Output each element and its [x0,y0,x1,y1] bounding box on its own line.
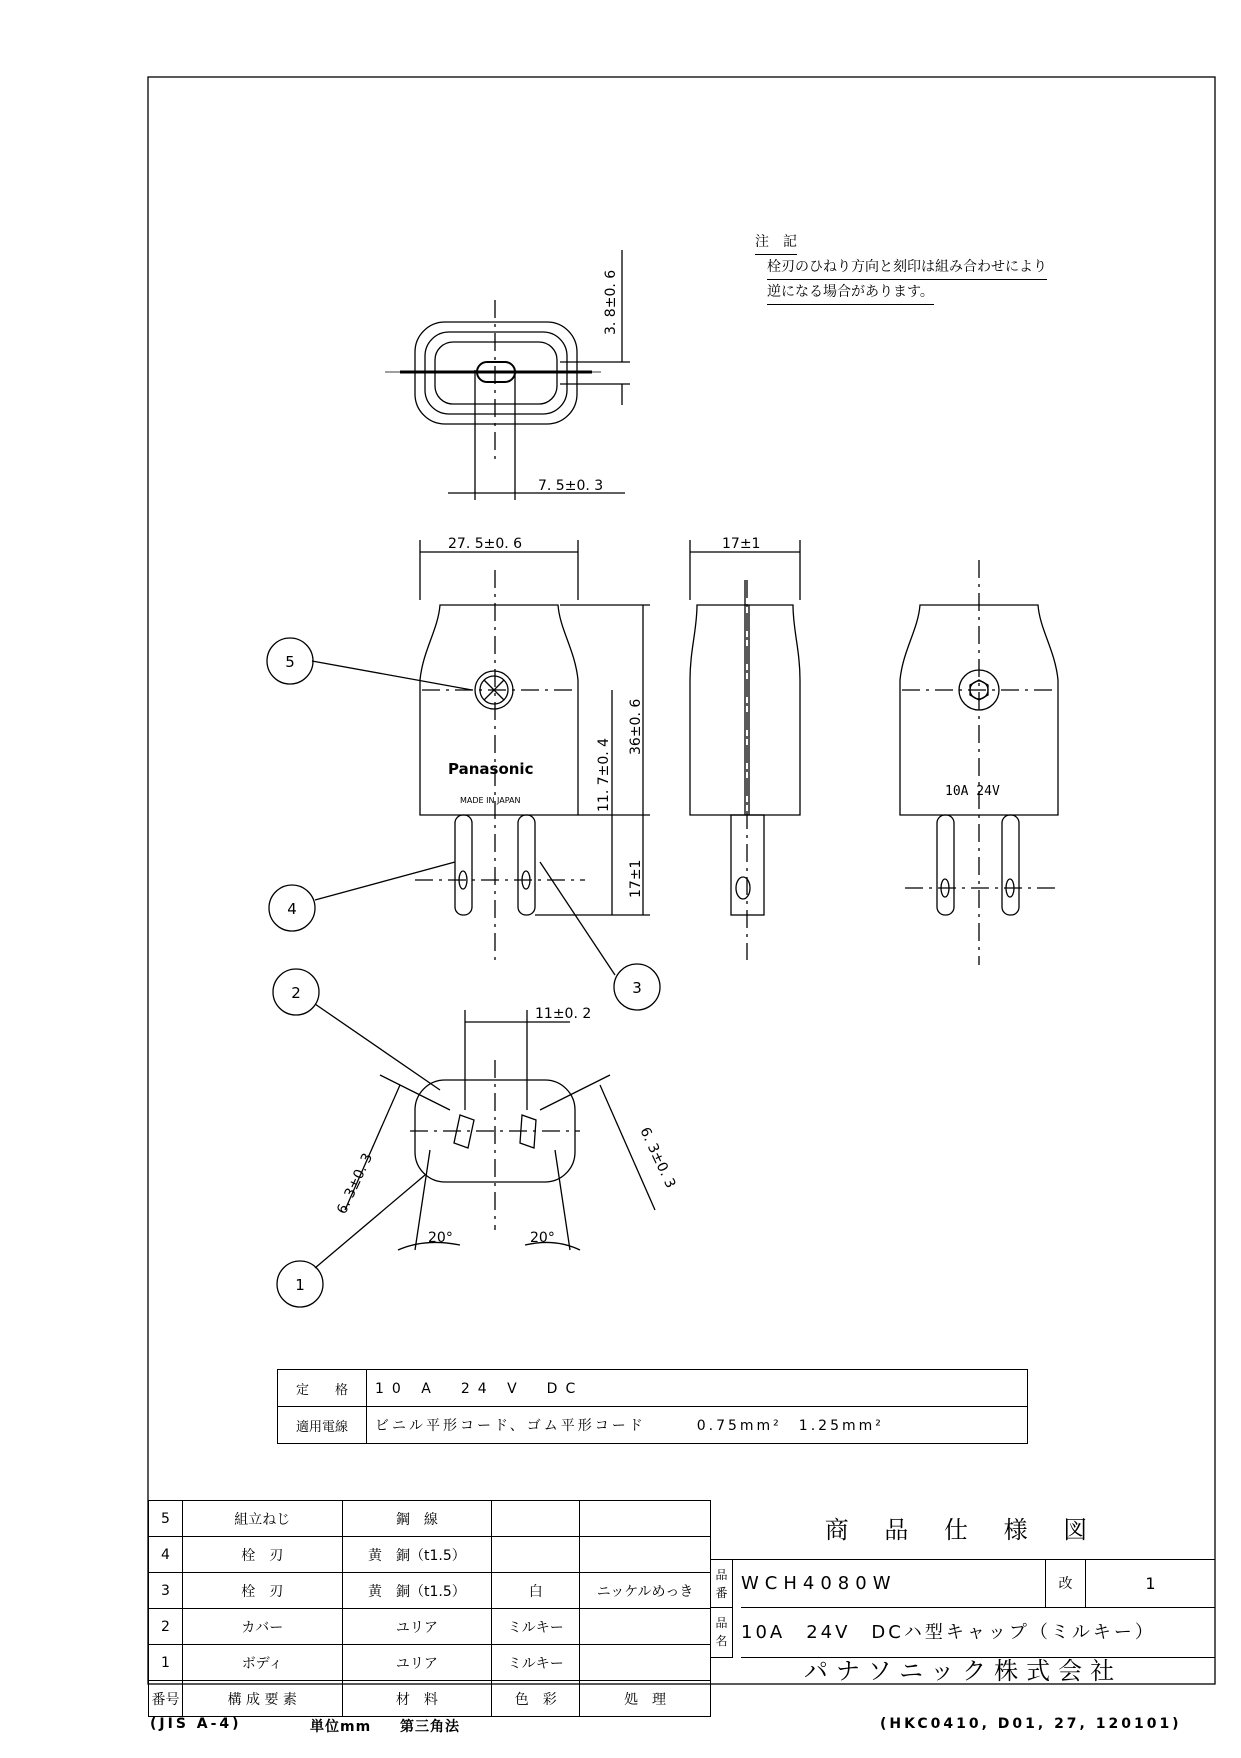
part-no-label: 品番 [711,1560,733,1608]
dim-top-width: 7. 5±0. 3 [538,478,604,494]
part-color [492,1501,580,1537]
parts-row-2 [149,1609,711,1645]
spec-value-cord: ビニル平形コード、ゴム平形コード 0.75mm² 1.25mm² [367,1407,1028,1444]
part-material: ユリア [342,1645,492,1681]
part-no: 3 [149,1573,183,1609]
part-no: 2 [149,1609,183,1645]
dim-front-height: 36±0. 6 [628,698,644,755]
sheet-title: 商 品 仕 様 図 [711,1500,1215,1560]
dim-body-lower: 11. 7±0. 4 [596,737,612,812]
part-no: 1 [149,1645,183,1681]
dim-blade-left: 6. 3±0. 3 [334,1150,377,1217]
rev: 1 [1086,1560,1215,1608]
spec-value-rating: 10 A 24 V DC [367,1370,1028,1407]
parts-row-3 [149,1573,711,1609]
spec-label-cord: 適用電線 [278,1407,367,1444]
part-no: 5 [149,1501,183,1537]
callout-2: 2 [291,984,301,1002]
front-view [415,540,650,965]
part-finish [580,1501,711,1537]
parts-row-5 [149,1501,711,1537]
bottom-view [345,1010,655,1250]
rear-view [900,560,1058,965]
header-finish: 処 理 [580,1681,711,1717]
callout-4: 4 [287,900,297,918]
header-name: 構 成 要 素 [182,1681,342,1717]
name-label: 品名 [711,1608,733,1658]
spec-table [277,1369,1028,1444]
notes-line-1: 栓刃のひねり方向と刻印は組み合わせにより [767,255,1047,280]
part-name: カバー [182,1609,342,1645]
header-no: 番号 [149,1681,183,1717]
parts-row-4 [149,1537,711,1573]
part-name: 栓 刃 [182,1537,342,1573]
part-finish [580,1645,711,1681]
part-material: ユリア [342,1609,492,1645]
spec-label-rating: 定 格 [278,1370,367,1407]
parts-header-row [149,1681,711,1717]
rating-marking: 10A 24V [945,784,1000,799]
part-color: ミルキー [492,1609,580,1645]
part-no: WCH4080W [741,1560,1046,1608]
company-name: パナソニック株式会社 [803,1657,1123,1685]
callout-5: 5 [285,653,295,671]
side-view [690,540,800,960]
callout-1: 1 [295,1276,305,1294]
dim-side-width: 17±1 [722,536,761,552]
part-material: 鋼 線 [342,1501,492,1537]
spec-row-rating [278,1370,1028,1407]
parts-table [148,1500,711,1717]
unit-note: 単位mm [310,1719,372,1735]
dim-angle-right: 20° [530,1230,555,1246]
part-color: 白 [492,1573,580,1609]
projection-note: 第三角法 [400,1719,460,1735]
paper-size: (JIS A-4) [150,1716,242,1732]
callout-3: 3 [632,979,642,997]
part-color: ミルキー [492,1645,580,1681]
spec-row-cord [278,1407,1028,1444]
part-finish [580,1609,711,1645]
notes-block [755,230,1047,305]
part-name: ボディ [182,1645,342,1681]
part-material: 黄 銅（t1.5） [342,1537,492,1573]
top-view [385,250,630,500]
part-finish: ニッケルめっき [580,1573,711,1609]
parts-row-1 [149,1645,711,1681]
dim-pin-pitch: 11±0. 2 [535,1006,592,1022]
dim-pin-length: 17±1 [628,859,644,898]
part-name: 栓 刃 [182,1573,342,1609]
dim-blade-right: 6. 3±0. 3 [636,1124,679,1191]
notes-line-2: 逆になる場合があります。 [767,280,934,305]
dim-top-height: 3. 8±0. 6 [603,269,619,335]
notes-heading: 注 記 [755,230,797,255]
part-no: 4 [149,1537,183,1573]
part-color [492,1537,580,1573]
part-finish [580,1537,711,1573]
dim-front-width: 27. 5±0. 6 [448,536,523,552]
origin-marking: MADE IN JAPAN [460,796,521,805]
dim-angle-left: 20° [428,1230,453,1246]
brand-marking: Panasonic [448,760,534,778]
title-block [711,1500,1215,1684]
part-material: 黄 銅（t1.5） [342,1573,492,1609]
doc-code: (HKC0410, D01, 27, 120101) [880,1716,1182,1732]
header-material: 材 料 [342,1681,492,1717]
part-name: 組立ねじ [182,1501,342,1537]
product-name: 10A 24V DCハ型キャップ（ミルキー） [741,1608,1215,1658]
rev-label: 改 [1046,1560,1086,1608]
header-color: 色 彩 [492,1681,580,1717]
